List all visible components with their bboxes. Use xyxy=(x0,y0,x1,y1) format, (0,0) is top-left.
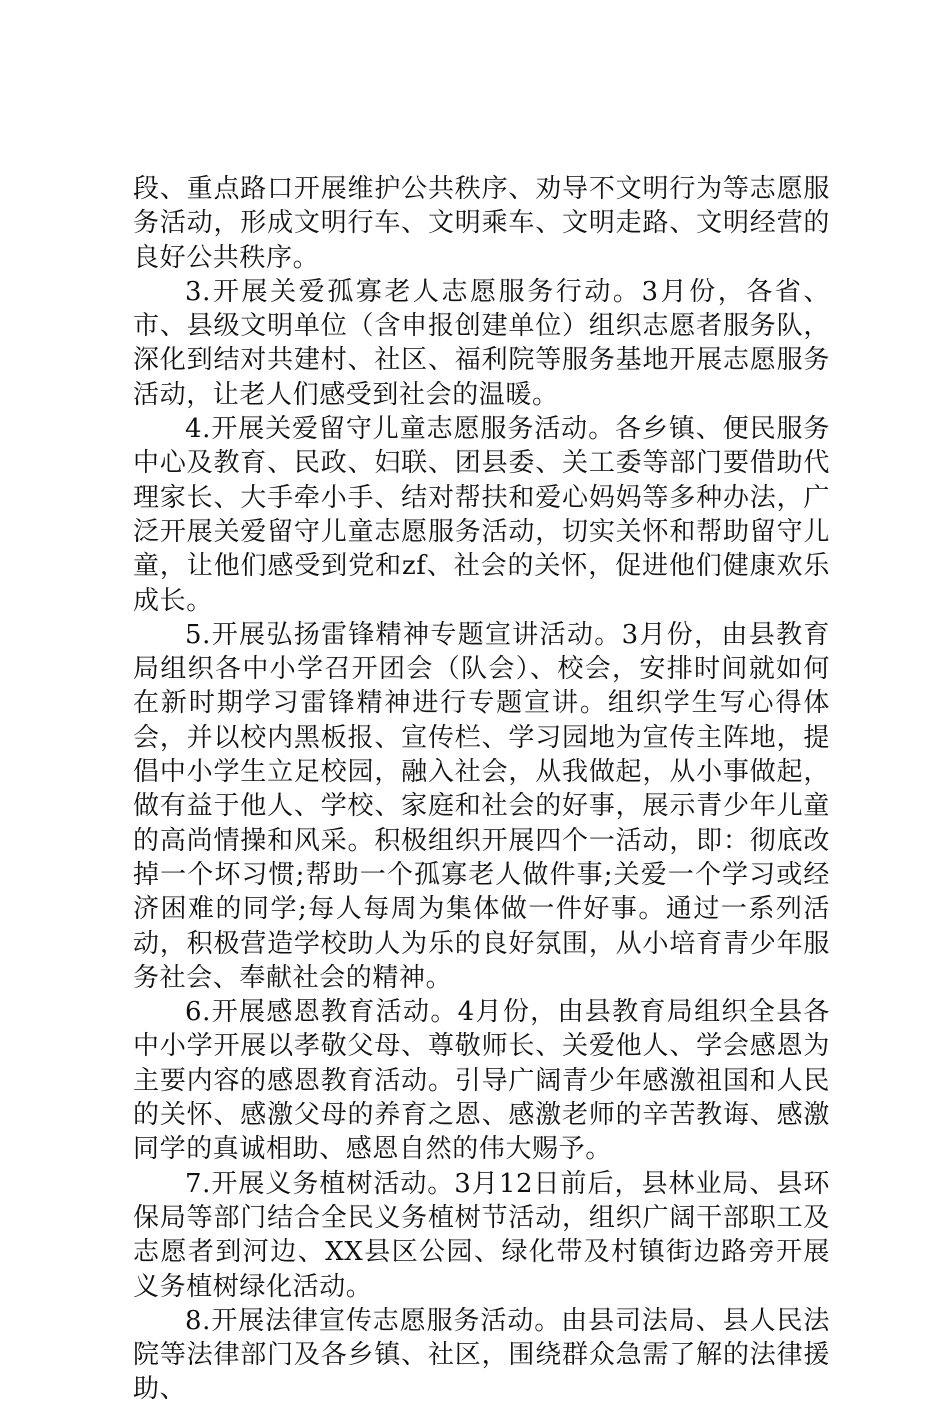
paragraph-item-5: 5.开展弘扬雷锋精神专题宣讲活动。3月份，由县教育局组织各中小学召开团会（队会）、校会，安排时间就如何在新时期学习雷锋精神进行专题宣讲。组织学生写心得体会，并以校内黑板报、宣传栏、学习园地为宣传主阵地，提倡中小学生立足校园，融入社会，从我做起，从小事做起，做有益于他人、学校、家庭和社会的好事，展示青少年儿童的高尚情操和风采。积极组织开展四个一活动，即：彻底改掉一个坏习惯;帮助一个孤寡老人做件事;关爱一个学习或经济困难的同学;每人每周为集体做一件好事。通过一系列活动，积极营造学校助人为乐的良好氛围，从小培育青少年服务社会、奉献社会的精神。 xyxy=(133,619,830,993)
document-body xyxy=(133,172,830,1407)
paragraph-item-4: 4.开展关爱留守儿童志愿服务活动。各乡镇、便民服务中心及教育、民政、妇联、团县委、关工委等部门要借助代理家长、大手牵小手、结对帮扶和爱心妈妈等多种办法，广泛开展关爱留守儿童志愿服务活动，切实关怀和帮助留守儿童，让他们感受到党和zf、社会的关怀，促进他们健康欢乐成长。 xyxy=(133,414,830,616)
paragraph-continuation: 段、重点路口开展维护公共秩序、劝导不文明行为等志愿服务活动，形成文明行车、文明乘车、文明走路、文明经营的良好公共秩序。 xyxy=(133,174,830,273)
paragraph-item-3: 3.开展关爱孤寡老人志愿服务行动。3月份，各省、市、县级文明单位（含申报创建单位）组织志愿者服务队，深化到结对共建村、社区、福利院等服务基地开展志愿服务活动，让老人们感受到社会的温暖。 xyxy=(133,276,830,410)
paragraph-item-6: 6.开展感恩教育活动。4月份，由县教育局组织全县各中小学开展以孝敬父母、尊敬师长、关爱他人、学会感恩为主要内容的感恩教育活动。引导广阔青少年感激祖国和人民的关怀、感激父母的养育之恩、感激老师的辛苦教诲、感激同学的真诚相助、感恩自然的伟大赐予。 xyxy=(133,997,830,1165)
paragraph-item-7: 7.开展义务植树活动。3月12日前后，县林业局、县环保局等部门结合全民义务植树节活动，组织广阔干部职工及志愿者到河边、XX县区公园、绿化带及村镇街边路旁开展义务植树绿化活动。 xyxy=(133,1168,830,1302)
paragraph-item-8: 8.开展法律宣传志愿服务活动。由县司法局、县人民法院等法律部门及各乡镇、社区，围绕群众急需了解的法律援助、 xyxy=(133,1305,830,1405)
